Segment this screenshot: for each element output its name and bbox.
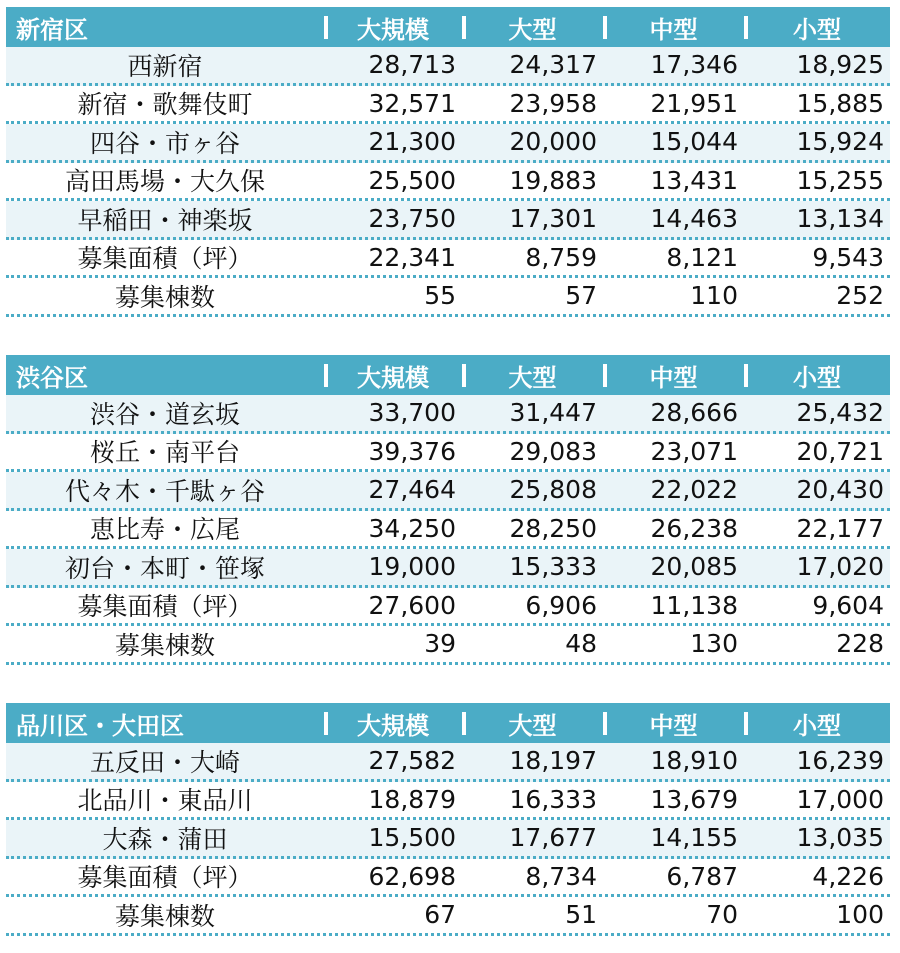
row-label: 高田馬場・大久保 bbox=[64, 167, 265, 197]
cell-large-scale: 21,300 bbox=[368, 127, 456, 157]
table-row bbox=[6, 163, 890, 202]
cell-small: 13,134 bbox=[796, 204, 884, 234]
cell-small: 18,925 bbox=[796, 50, 884, 80]
cell-large-scale: 39 bbox=[424, 629, 456, 659]
row-label: 募集棟数 bbox=[114, 630, 215, 660]
cell-large: 24,317 bbox=[509, 50, 597, 80]
row-label: 募集面積（坪） bbox=[77, 863, 253, 893]
cell-small: 17,020 bbox=[796, 552, 884, 582]
cell-large-scale: 32,571 bbox=[368, 88, 456, 118]
table-row bbox=[6, 240, 890, 279]
cell-medium: 13,431 bbox=[650, 165, 738, 195]
cell-medium: 14,463 bbox=[650, 204, 738, 234]
cell-large-scale: 22,341 bbox=[368, 242, 456, 272]
cell-large-scale: 27,582 bbox=[368, 746, 456, 776]
cell-medium: 23,071 bbox=[650, 436, 738, 466]
row-label: 四谷・市ヶ谷 bbox=[89, 128, 240, 158]
cell-medium: 22,022 bbox=[650, 475, 738, 505]
table-shinjuku bbox=[6, 7, 890, 317]
cell-large-scale: 34,250 bbox=[368, 513, 456, 543]
table-row bbox=[6, 820, 890, 859]
table-row bbox=[6, 278, 890, 317]
cell-medium: 20,085 bbox=[650, 552, 738, 582]
row-label: 募集棟数 bbox=[114, 282, 215, 312]
cell-small: 100 bbox=[836, 900, 884, 930]
cell-large-scale: 18,879 bbox=[368, 784, 456, 814]
cell-small: 20,430 bbox=[796, 475, 884, 505]
cell-small: 16,239 bbox=[796, 746, 884, 776]
cell-large: 57 bbox=[565, 281, 597, 311]
col-small: 小型 bbox=[744, 358, 890, 393]
cell-small: 17,000 bbox=[796, 784, 884, 814]
row-label: 北品川・東品川 bbox=[77, 786, 253, 816]
table-row bbox=[6, 511, 890, 550]
cell-large: 29,083 bbox=[509, 436, 597, 466]
cell-large-scale: 19,000 bbox=[368, 552, 456, 582]
row-label: 代々木・千駄ヶ谷 bbox=[64, 476, 265, 506]
cell-small: 4,226 bbox=[812, 861, 884, 891]
row-label: 早稲田・神楽坂 bbox=[77, 205, 253, 235]
table-row bbox=[6, 782, 890, 821]
cell-large-scale: 27,464 bbox=[368, 475, 456, 505]
row-label: 募集棟数 bbox=[114, 901, 215, 931]
table-row bbox=[6, 124, 890, 163]
cell-medium: 6,787 bbox=[666, 861, 738, 891]
cell-medium: 17,346 bbox=[650, 50, 738, 80]
col-large: 大型 bbox=[462, 10, 603, 45]
cell-large: 18,197 bbox=[509, 746, 597, 776]
cell-large: 31,447 bbox=[509, 398, 597, 428]
ward-title: 新宿区 bbox=[16, 15, 88, 44]
row-label: 大森・蒲田 bbox=[102, 824, 228, 854]
table-shinagawa-ota bbox=[6, 703, 890, 936]
cell-small: 9,543 bbox=[812, 242, 884, 272]
cell-medium: 15,044 bbox=[650, 127, 738, 157]
ward-title: 渋谷区 bbox=[16, 363, 88, 392]
row-label: 新宿・歌舞伎町 bbox=[77, 90, 253, 120]
table-row bbox=[6, 86, 890, 125]
cell-medium: 14,155 bbox=[650, 823, 738, 853]
col-medium: 中型 bbox=[603, 706, 744, 741]
cell-large: 8,759 bbox=[525, 242, 597, 272]
table-row bbox=[6, 395, 890, 434]
cell-medium: 28,666 bbox=[650, 398, 738, 428]
row-label: 恵比寿・広尾 bbox=[89, 515, 240, 545]
cell-medium: 13,679 bbox=[650, 784, 738, 814]
col-large-scale: 大規模 bbox=[324, 10, 462, 45]
col-large: 大型 bbox=[462, 358, 603, 393]
table-row bbox=[6, 549, 890, 588]
table-header bbox=[6, 703, 890, 743]
cell-small: 15,924 bbox=[796, 127, 884, 157]
cell-large-scale: 23,750 bbox=[368, 204, 456, 234]
cell-small: 252 bbox=[836, 281, 884, 311]
cell-small: 9,604 bbox=[812, 590, 884, 620]
col-small: 小型 bbox=[744, 10, 890, 45]
cell-small: 20,721 bbox=[796, 436, 884, 466]
cell-small: 15,255 bbox=[796, 165, 884, 195]
table-row bbox=[6, 434, 890, 473]
cell-small: 25,432 bbox=[796, 398, 884, 428]
cell-large: 8,734 bbox=[525, 861, 597, 891]
cell-medium: 26,238 bbox=[650, 513, 738, 543]
table-row bbox=[6, 472, 890, 511]
cell-medium: 130 bbox=[690, 629, 738, 659]
cell-large-scale: 25,500 bbox=[368, 165, 456, 195]
cell-large: 51 bbox=[565, 900, 597, 930]
cell-large-scale: 67 bbox=[424, 900, 456, 930]
row-label: 募集面積（坪） bbox=[77, 592, 253, 622]
cell-small: 228 bbox=[836, 629, 884, 659]
cell-small: 13,035 bbox=[796, 823, 884, 853]
cell-large: 6,906 bbox=[525, 590, 597, 620]
table-header bbox=[6, 355, 890, 395]
table-row bbox=[6, 47, 890, 86]
table-row bbox=[6, 201, 890, 240]
table-row bbox=[6, 859, 890, 898]
row-label: 初台・本町・笹塚 bbox=[64, 553, 265, 583]
cell-large-scale: 33,700 bbox=[368, 398, 456, 428]
row-label: 渋谷・道玄坂 bbox=[89, 399, 240, 429]
cell-large-scale: 39,376 bbox=[368, 436, 456, 466]
cell-large: 48 bbox=[565, 629, 597, 659]
col-small: 小型 bbox=[744, 706, 890, 741]
cell-small: 15,885 bbox=[796, 88, 884, 118]
cell-large-scale: 55 bbox=[424, 281, 456, 311]
cell-large: 17,301 bbox=[509, 204, 597, 234]
row-label: 西新宿 bbox=[127, 51, 203, 81]
cell-large: 25,808 bbox=[509, 475, 597, 505]
col-medium: 中型 bbox=[603, 10, 744, 45]
cell-small: 22,177 bbox=[796, 513, 884, 543]
table-shibuya bbox=[6, 355, 890, 665]
col-large: 大型 bbox=[462, 706, 603, 741]
cell-large: 17,677 bbox=[509, 823, 597, 853]
cell-medium: 21,951 bbox=[650, 88, 738, 118]
row-label: 募集面積（坪） bbox=[77, 244, 253, 274]
ward-title: 品川区・大田区 bbox=[16, 711, 184, 740]
table-row bbox=[6, 897, 890, 936]
cell-large-scale: 15,500 bbox=[368, 823, 456, 853]
col-large-scale: 大規模 bbox=[324, 706, 462, 741]
table-row bbox=[6, 588, 890, 627]
cell-large-scale: 62,698 bbox=[368, 861, 456, 891]
cell-large: 15,333 bbox=[509, 552, 597, 582]
cell-medium: 11,138 bbox=[650, 590, 738, 620]
cell-large: 16,333 bbox=[509, 784, 597, 814]
row-label: 桜丘・南平台 bbox=[89, 438, 240, 468]
cell-medium: 18,910 bbox=[650, 746, 738, 776]
cell-large: 28,250 bbox=[509, 513, 597, 543]
cell-medium: 70 bbox=[706, 900, 738, 930]
cell-large-scale: 27,600 bbox=[368, 590, 456, 620]
cell-large: 19,883 bbox=[509, 165, 597, 195]
cell-large: 23,958 bbox=[509, 88, 597, 118]
col-large-scale: 大規模 bbox=[324, 358, 462, 393]
cell-large: 20,000 bbox=[509, 127, 597, 157]
table-row bbox=[6, 626, 890, 665]
table-header bbox=[6, 7, 890, 47]
col-medium: 中型 bbox=[603, 358, 744, 393]
table-row bbox=[6, 743, 890, 782]
cell-medium: 110 bbox=[690, 281, 738, 311]
cell-large-scale: 28,713 bbox=[368, 50, 456, 80]
cell-medium: 8,121 bbox=[666, 242, 738, 272]
row-label: 五反田・大崎 bbox=[89, 747, 240, 777]
